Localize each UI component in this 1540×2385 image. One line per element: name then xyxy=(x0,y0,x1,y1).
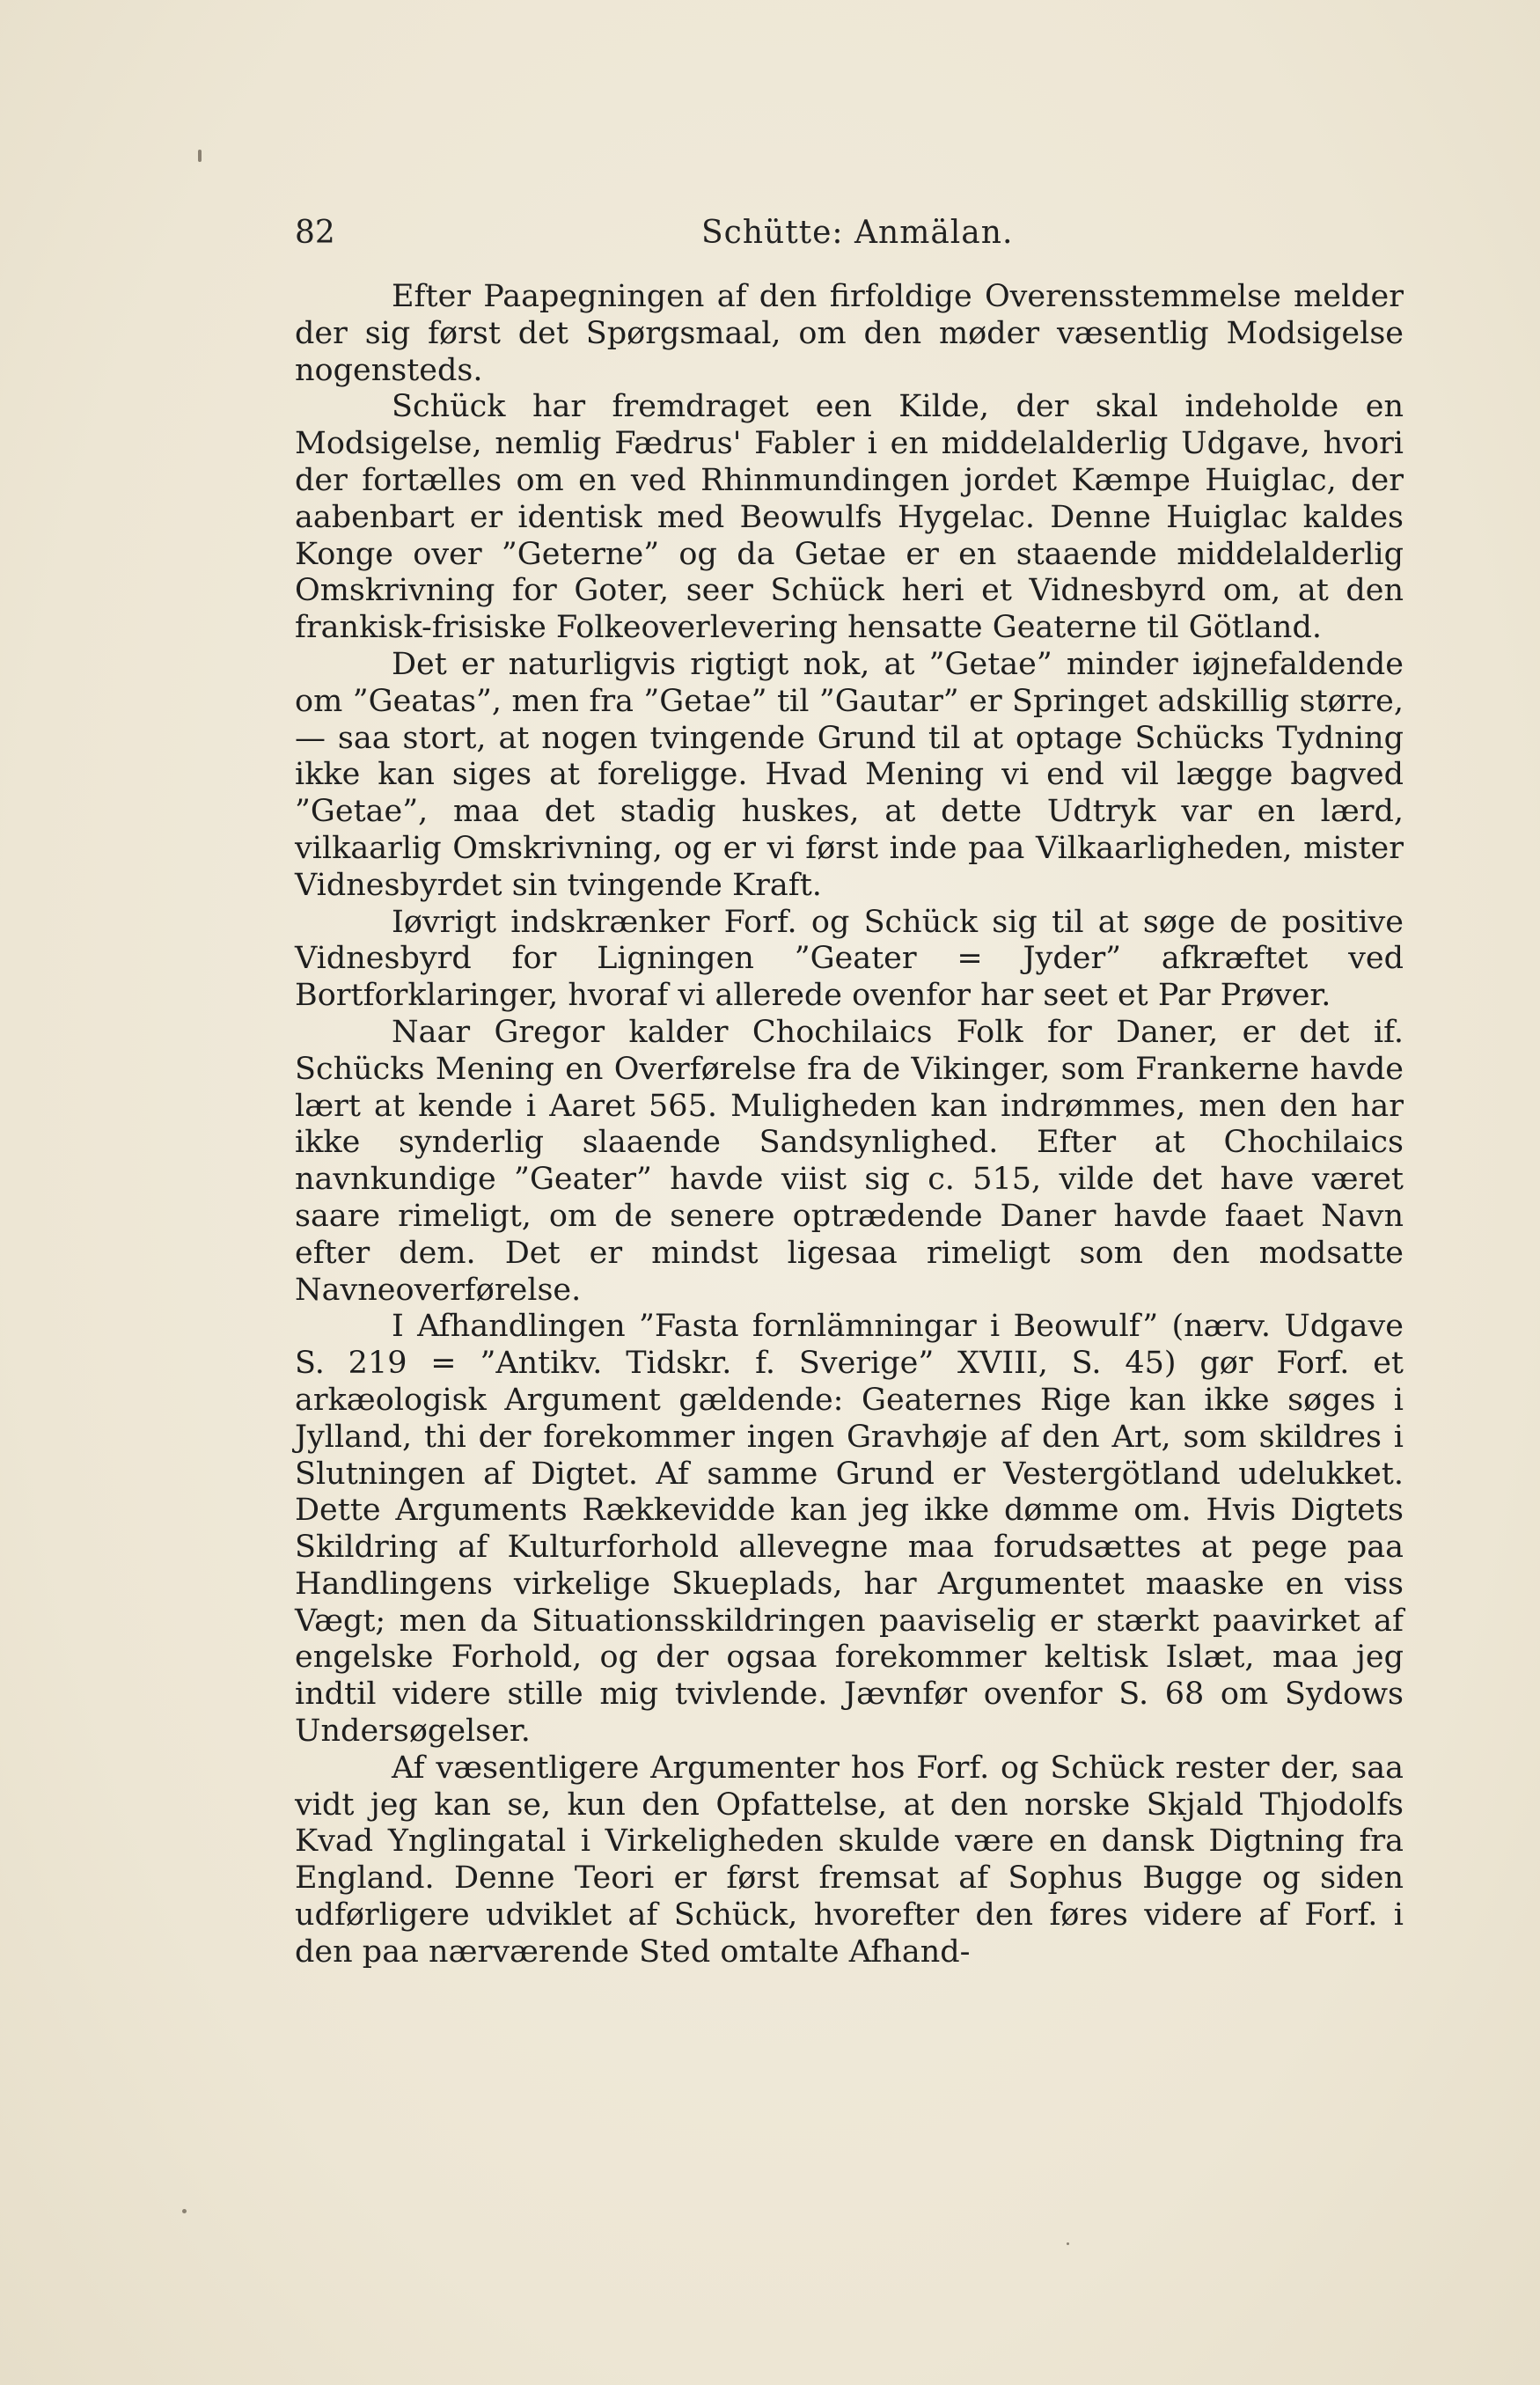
page-number: 82 xyxy=(295,215,335,251)
paragraph: Naar Gregor kalder Chochilaics Folk for Daner, er det if. Schücks Mening en Overførelse fra de Vikinger, som Frankerne havde lært at kende i Aaret 565. Muligheden kan indrømmes, men den har ikke synderlig slaaende Sandsynlighed. Efter at Chochilaics navnkundige ”Geater” havde viist sig c. 515, vilde det have været saare rimeligt, om de senere optrædende Daner havde faaet Navn efter dem. Det er mindst ligesaa rimeligt som den modsatte Navneoverførelse. xyxy=(295,1014,1404,1308)
body-text xyxy=(295,279,1404,1971)
paragraph: Iøvrigt indskrænker Forf. og Schück sig til at søge de positive Vidnesbyrd for Ligningen ”Geater = Jyder” afkræftet ved Bortforklaringer, hvoraf vi allerede ovenfor har seet et Par Prøver. xyxy=(295,904,1404,1014)
paragraph: I Afhandlingen ”Fasta fornlämningar i Beowulf” (nærv. Udgave S. 219 = ”Antikv. Tidskr. f. Sverige” XVIII, S. 45) gør Forf. et arkæologisk Argument gældende: Geaternes Rige kan ikke søges i Jylland, thi der forekommer ingen Gravhøje af den Art, som skildres i Slutningen af Digtet. Af samme Grund er Vestergötland udelukket. Dette Arguments Rækkevidde kan jeg ikke dømme om. Hvis Digtets Skildring af Kulturforhold allevegne maa forudsættes at pege paa Handlingens virkelige Skueplads, har Argumentet maaske en viss Vægt; men da Situationsskildringen paaviselig er stærkt paavirket af engelske Forhold, og der ogsaa forekommer keltisk Islæt, maa jeg indtil videre stille mig tvivlende. Jævnfør ovenfor S. 68 om Sydows Undersøgelser. xyxy=(295,1309,1404,1750)
page-header xyxy=(295,215,1404,259)
paragraph: Af væsentligere Argumenter hos Forf. og Schück rester der, saa vidt jeg kan se, kun den Opfattelse, at den norske Skjald Thjodolfs Kvad Ynglingatal i Virkeligheden skulde være en dansk Digtning fra England. Denne Teori er først fremsat af Sophus Bugge og siden udførligere udviklet af Schück, hvorefter den føres videre af Forf. i den paa nærværende Sted omtalte Afhand- xyxy=(295,1750,1404,1970)
paragraph: Det er naturligvis rigtigt nok, at ”Getae” minder iøjnefaldende om ”Geatas”, men fra ”Getae” til ”Gautar” er Springet adskillig større, — saa stort, at nogen tvingende Grund til at optage Schücks Tydning ikke kan siges at foreligge. Hvad Mening vi end vil lægge bagved ”Getae”, maa det stadig huskes, at dette Udtryk var en lærd, vilkaarlig Omskrivning, og er vi først inde paa Vilkaarligheden, mister Vidnesbyrdet sin tvingende Kraft. xyxy=(295,646,1404,903)
paragraph: Efter Paapegningen af den firfoldige Overensstemmelse melder der sig først det Spørgsmaal, om den møder væsentlig Modsigelse nogensteds. xyxy=(295,279,1404,388)
paper-speck xyxy=(1067,2242,1069,2245)
paper-speck xyxy=(182,2209,187,2213)
paper-speck xyxy=(198,150,202,162)
running-title: Schütte: Anmälan. xyxy=(701,215,1014,251)
paragraph: Schück har fremdraget een Kilde, der skal indeholde en Modsigelse, nemlig Fædrus' Fabler i en middelalderlig Udgave, hvori der fortælles om en ved Rhinmundingen jordet Kæmpe Huiglac, der aabenbart er identisk med Beowulfs Hygelac. Denne Huiglac kaldes Konge over ”Geterne” og da Getae er en staaende middelalderlig Omskrivning for Goter, seer Schück heri et Vidnesbyrd om, at den frankisk-frisiske Folkeoverlevering hensatte Geaterne til Götland. xyxy=(295,389,1404,646)
